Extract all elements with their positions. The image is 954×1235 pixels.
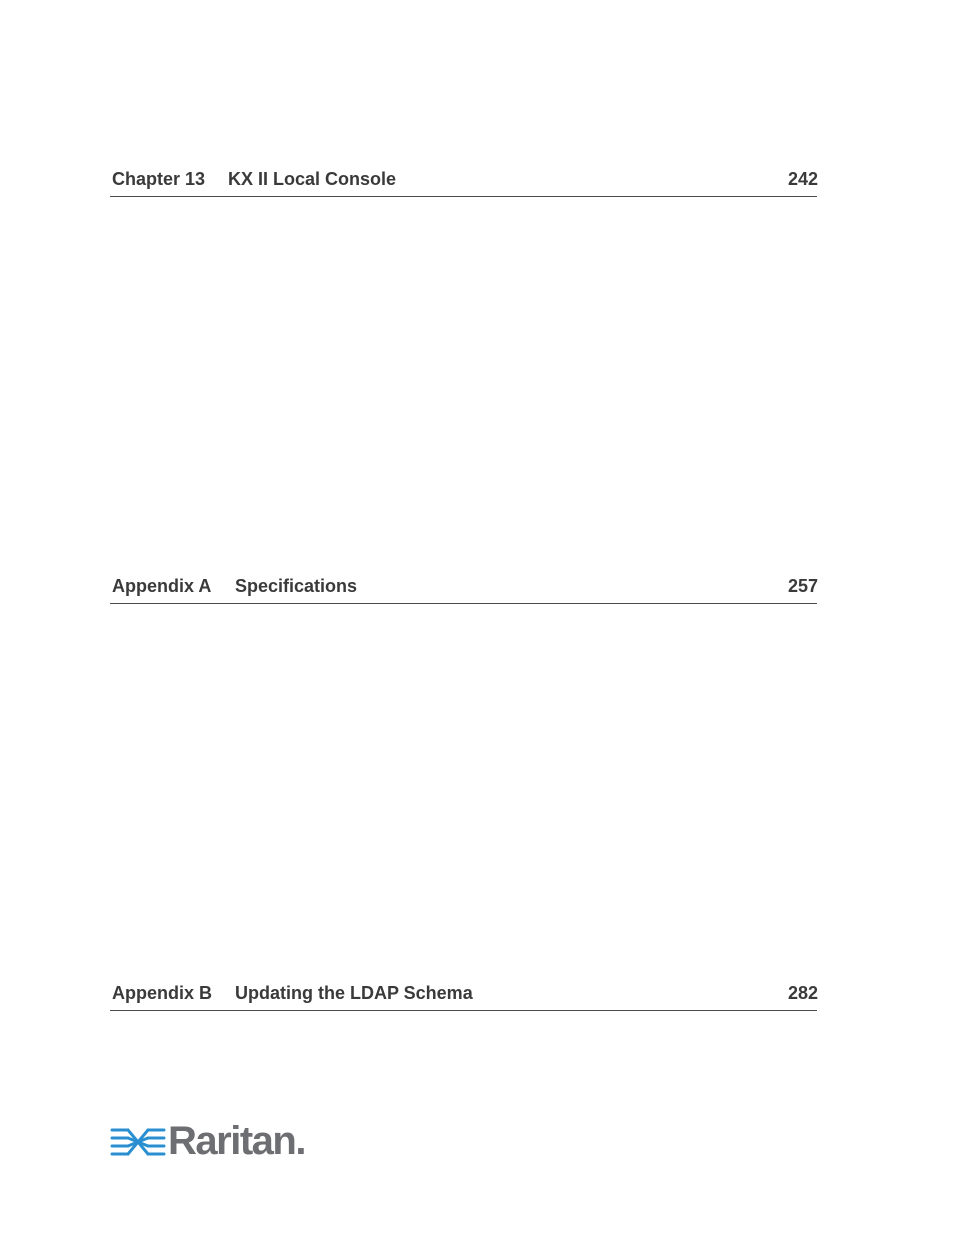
- toc-entry-chapter-13[interactable]: [110, 168, 817, 197]
- toc-entry-appendix-a[interactable]: [110, 575, 817, 604]
- toc-entry-page-number: 257: [787, 576, 818, 596]
- toc-entry-appendix-b[interactable]: [110, 982, 817, 1011]
- toc-entry-label: Appendix A: [112, 576, 212, 596]
- toc-entry-title: Updating the LDAP Schema: [235, 983, 473, 1003]
- toc-entry-page-number: 282: [787, 983, 818, 1003]
- raritan-logo: [110, 1118, 306, 1164]
- toc-entry-label: Appendix B: [112, 983, 213, 1003]
- raritan-wordmark: Raritan.: [168, 1119, 305, 1163]
- toc-entry-page-number: 242: [787, 169, 818, 189]
- raritan-crossed-lines-icon: [110, 1118, 166, 1164]
- toc-entry-title: KX II Local Console: [228, 169, 397, 189]
- toc-entry-title: Specifications: [235, 576, 358, 596]
- toc-entry-label: Chapter 13: [112, 169, 206, 189]
